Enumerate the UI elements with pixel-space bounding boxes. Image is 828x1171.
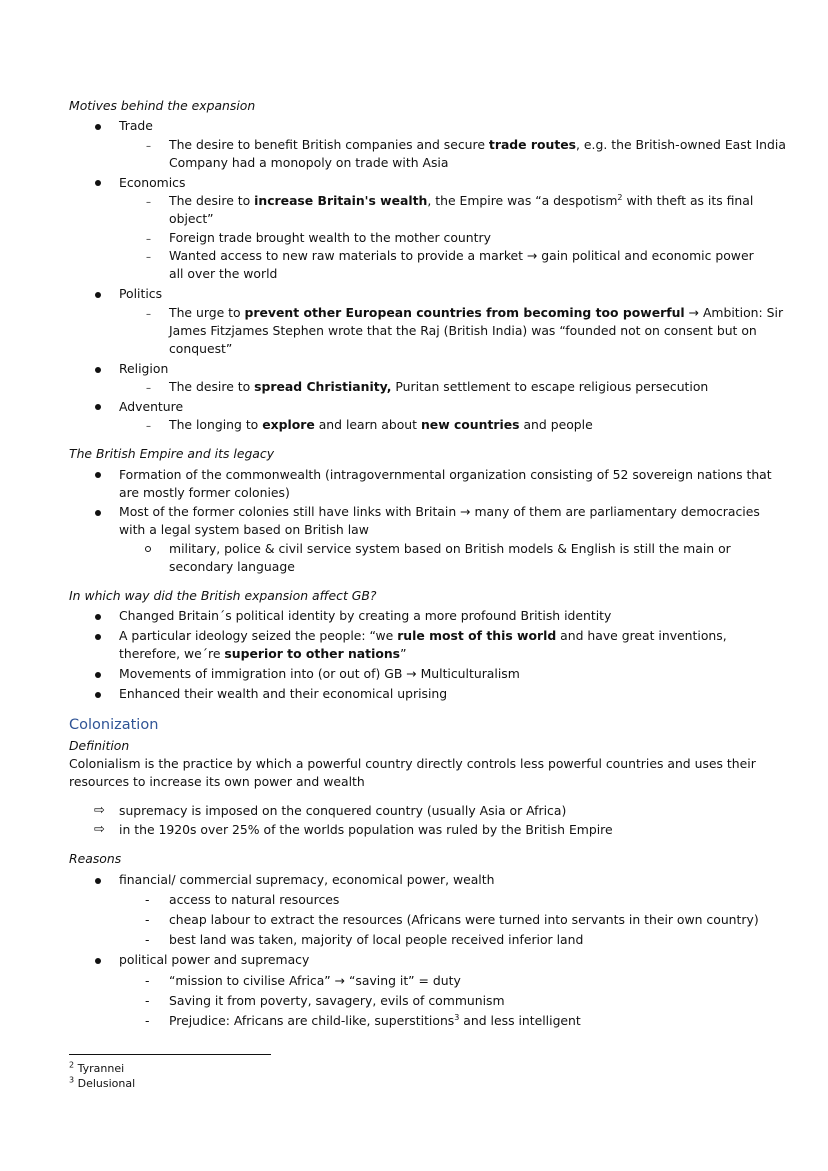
bullet-icon <box>95 367 101 373</box>
dash-icon: – <box>146 141 151 152</box>
religion-line-1: The desire to spread Christianity, Puritan settlement to escape religious persecution <box>169 379 709 394</box>
politics-line-2: James Fitzjames Stephen wrote that the Raj (British India) was “founded not on consent but on <box>169 323 757 338</box>
bullet-icon <box>95 692 101 698</box>
colonization-arrow-2: in the 1920s over 25% of the worlds population was ruled by the British Empire <box>119 822 613 837</box>
legacy-bullet-1-line-2: are mostly former colonies) <box>119 485 290 500</box>
adventure-line-1: The longing to explore and learn about new countries and people <box>169 417 593 432</box>
dash-icon: - <box>145 892 150 907</box>
definition-line-2: resources to increase its own power and wealth <box>69 774 365 789</box>
affect-heading: In which way did the British expansion affect GB? <box>69 588 377 603</box>
colonization-heading: Colonization <box>69 717 159 733</box>
dash-icon: – <box>146 197 151 208</box>
affect-bullet-2-line-2: therefore, we´re superior to other nations” <box>119 646 407 661</box>
definition-heading: Definition <box>69 738 130 753</box>
definition-line-1: Colonialism is the practice by which a powerful country directly controls less powerful countries and uses their <box>69 756 756 771</box>
legacy-bullet-1-line-1: Formation of the commonwealth (intragovernmental organization consisting of 52 sovereign nations that <box>119 467 772 482</box>
bullet-icon <box>95 672 101 678</box>
reason-1-sub-1: access to natural resources <box>169 892 340 907</box>
dash-icon: – <box>146 234 151 245</box>
reason-2-sub-3: Prejudice: Africans are child-like, superstitions$^3$ and less intelligent <box>169 1012 581 1028</box>
reason-2-sub-2: Saving it from poverty, savagery, evils of communism <box>169 993 505 1008</box>
footnote-separator <box>69 1054 271 1055</box>
bullet-icon <box>95 614 101 620</box>
circle-bullet-icon <box>145 546 151 552</box>
adventure-label: Adventure <box>119 399 184 414</box>
reason-1: financial/ commercial supremacy, economical power, wealth <box>119 872 495 887</box>
dash-icon: - <box>145 993 150 1008</box>
trade-label: Trade <box>119 118 153 133</box>
footnote-2: $^2$ Tyrannei <box>69 1060 125 1075</box>
politics-line-3: conquest” <box>169 341 233 356</box>
footnote-3: $^3$ Delusional <box>69 1075 136 1090</box>
economics-line-4: Wanted access to new raw materials to provide a market → gain political and economic power <box>169 248 754 263</box>
religion-label: Religion <box>119 361 169 376</box>
dash-icon: – <box>146 252 151 263</box>
dash-icon: – <box>146 309 151 320</box>
bullet-icon <box>95 404 101 410</box>
dash-icon: – <box>146 421 151 432</box>
bullet-icon <box>95 634 101 640</box>
reason-2: political power and supremacy <box>119 952 310 967</box>
reason-2-sub-1: “mission to civilise Africa” → “saving it” = duty <box>169 973 461 988</box>
legacy-bullet-2-line-2: with a legal system based on British law <box>119 522 369 537</box>
reason-1-sub-3: best land was taken, majority of local people received inferior land <box>169 932 584 947</box>
trade-line-1: The desire to benefit British companies and secure trade routes, e.g. the British-owned East India <box>169 137 786 152</box>
politics-label: Politics <box>119 286 163 301</box>
affect-bullet-2-line-1: A particular ideology seized the people: “we rule most of this world and have great inventions, <box>119 628 727 643</box>
reason-1-sub-2: cheap labour to extract the resources (Africans were turned into servants in their own country) <box>169 912 759 927</box>
politics-line-1: The urge to prevent other European countries from becoming too powerful → Ambition: Sir <box>169 305 784 320</box>
bullet-icon <box>95 510 101 516</box>
dash-icon: - <box>145 973 150 988</box>
dash-icon: - <box>145 932 150 947</box>
economics-line-2: object” <box>169 211 214 226</box>
economics-line-5: all over the world <box>169 266 278 281</box>
bullet-icon <box>95 878 101 884</box>
reasons-heading: Reasons <box>69 851 122 866</box>
affect-bullet-4: Enhanced their wealth and their economical uprising <box>119 686 448 701</box>
bullet-icon <box>95 180 101 186</box>
arrow-right-icon: ⇨ <box>94 803 105 818</box>
trade-line-2: Company had a monopoly on trade with Asia <box>169 155 449 170</box>
bullet-icon <box>95 958 101 964</box>
dash-icon: – <box>146 383 151 394</box>
arrow-right-icon: ⇨ <box>94 822 105 837</box>
affect-bullet-3: Movements of immigration into (or out of) GB → Multiculturalism <box>119 666 520 681</box>
bullet-icon <box>95 124 101 130</box>
economics-line-3: Foreign trade brought wealth to the mother country <box>169 230 491 245</box>
affect-bullet-1: Changed Britain´s political identity by creating a more profound British identity <box>119 608 612 623</box>
legacy-sub-line-1: military, police & civil service system based on British models & English is still the main or <box>169 541 731 556</box>
legacy-bullet-2-line-1: Most of the former colonies still have links with Britain → many of them are parliamentary democracies <box>119 504 760 519</box>
motives-heading: Motives behind the expansion <box>69 98 256 113</box>
dash-icon: - <box>145 1013 150 1028</box>
dash-icon: - <box>145 912 150 927</box>
colonization-arrow-1: supremacy is imposed on the conquered country (usually Asia or Africa) <box>119 803 567 818</box>
bullet-icon <box>95 472 101 478</box>
economics-label: Economics <box>119 175 186 190</box>
economics-line-1: The desire to increase Britain's wealth, the Empire was “a despotism$^2$ with theft as its final <box>169 192 754 208</box>
legacy-heading: The British Empire and its legacy <box>69 446 275 461</box>
bullet-icon <box>95 292 101 298</box>
legacy-sub-line-2: secondary language <box>169 559 295 574</box>
